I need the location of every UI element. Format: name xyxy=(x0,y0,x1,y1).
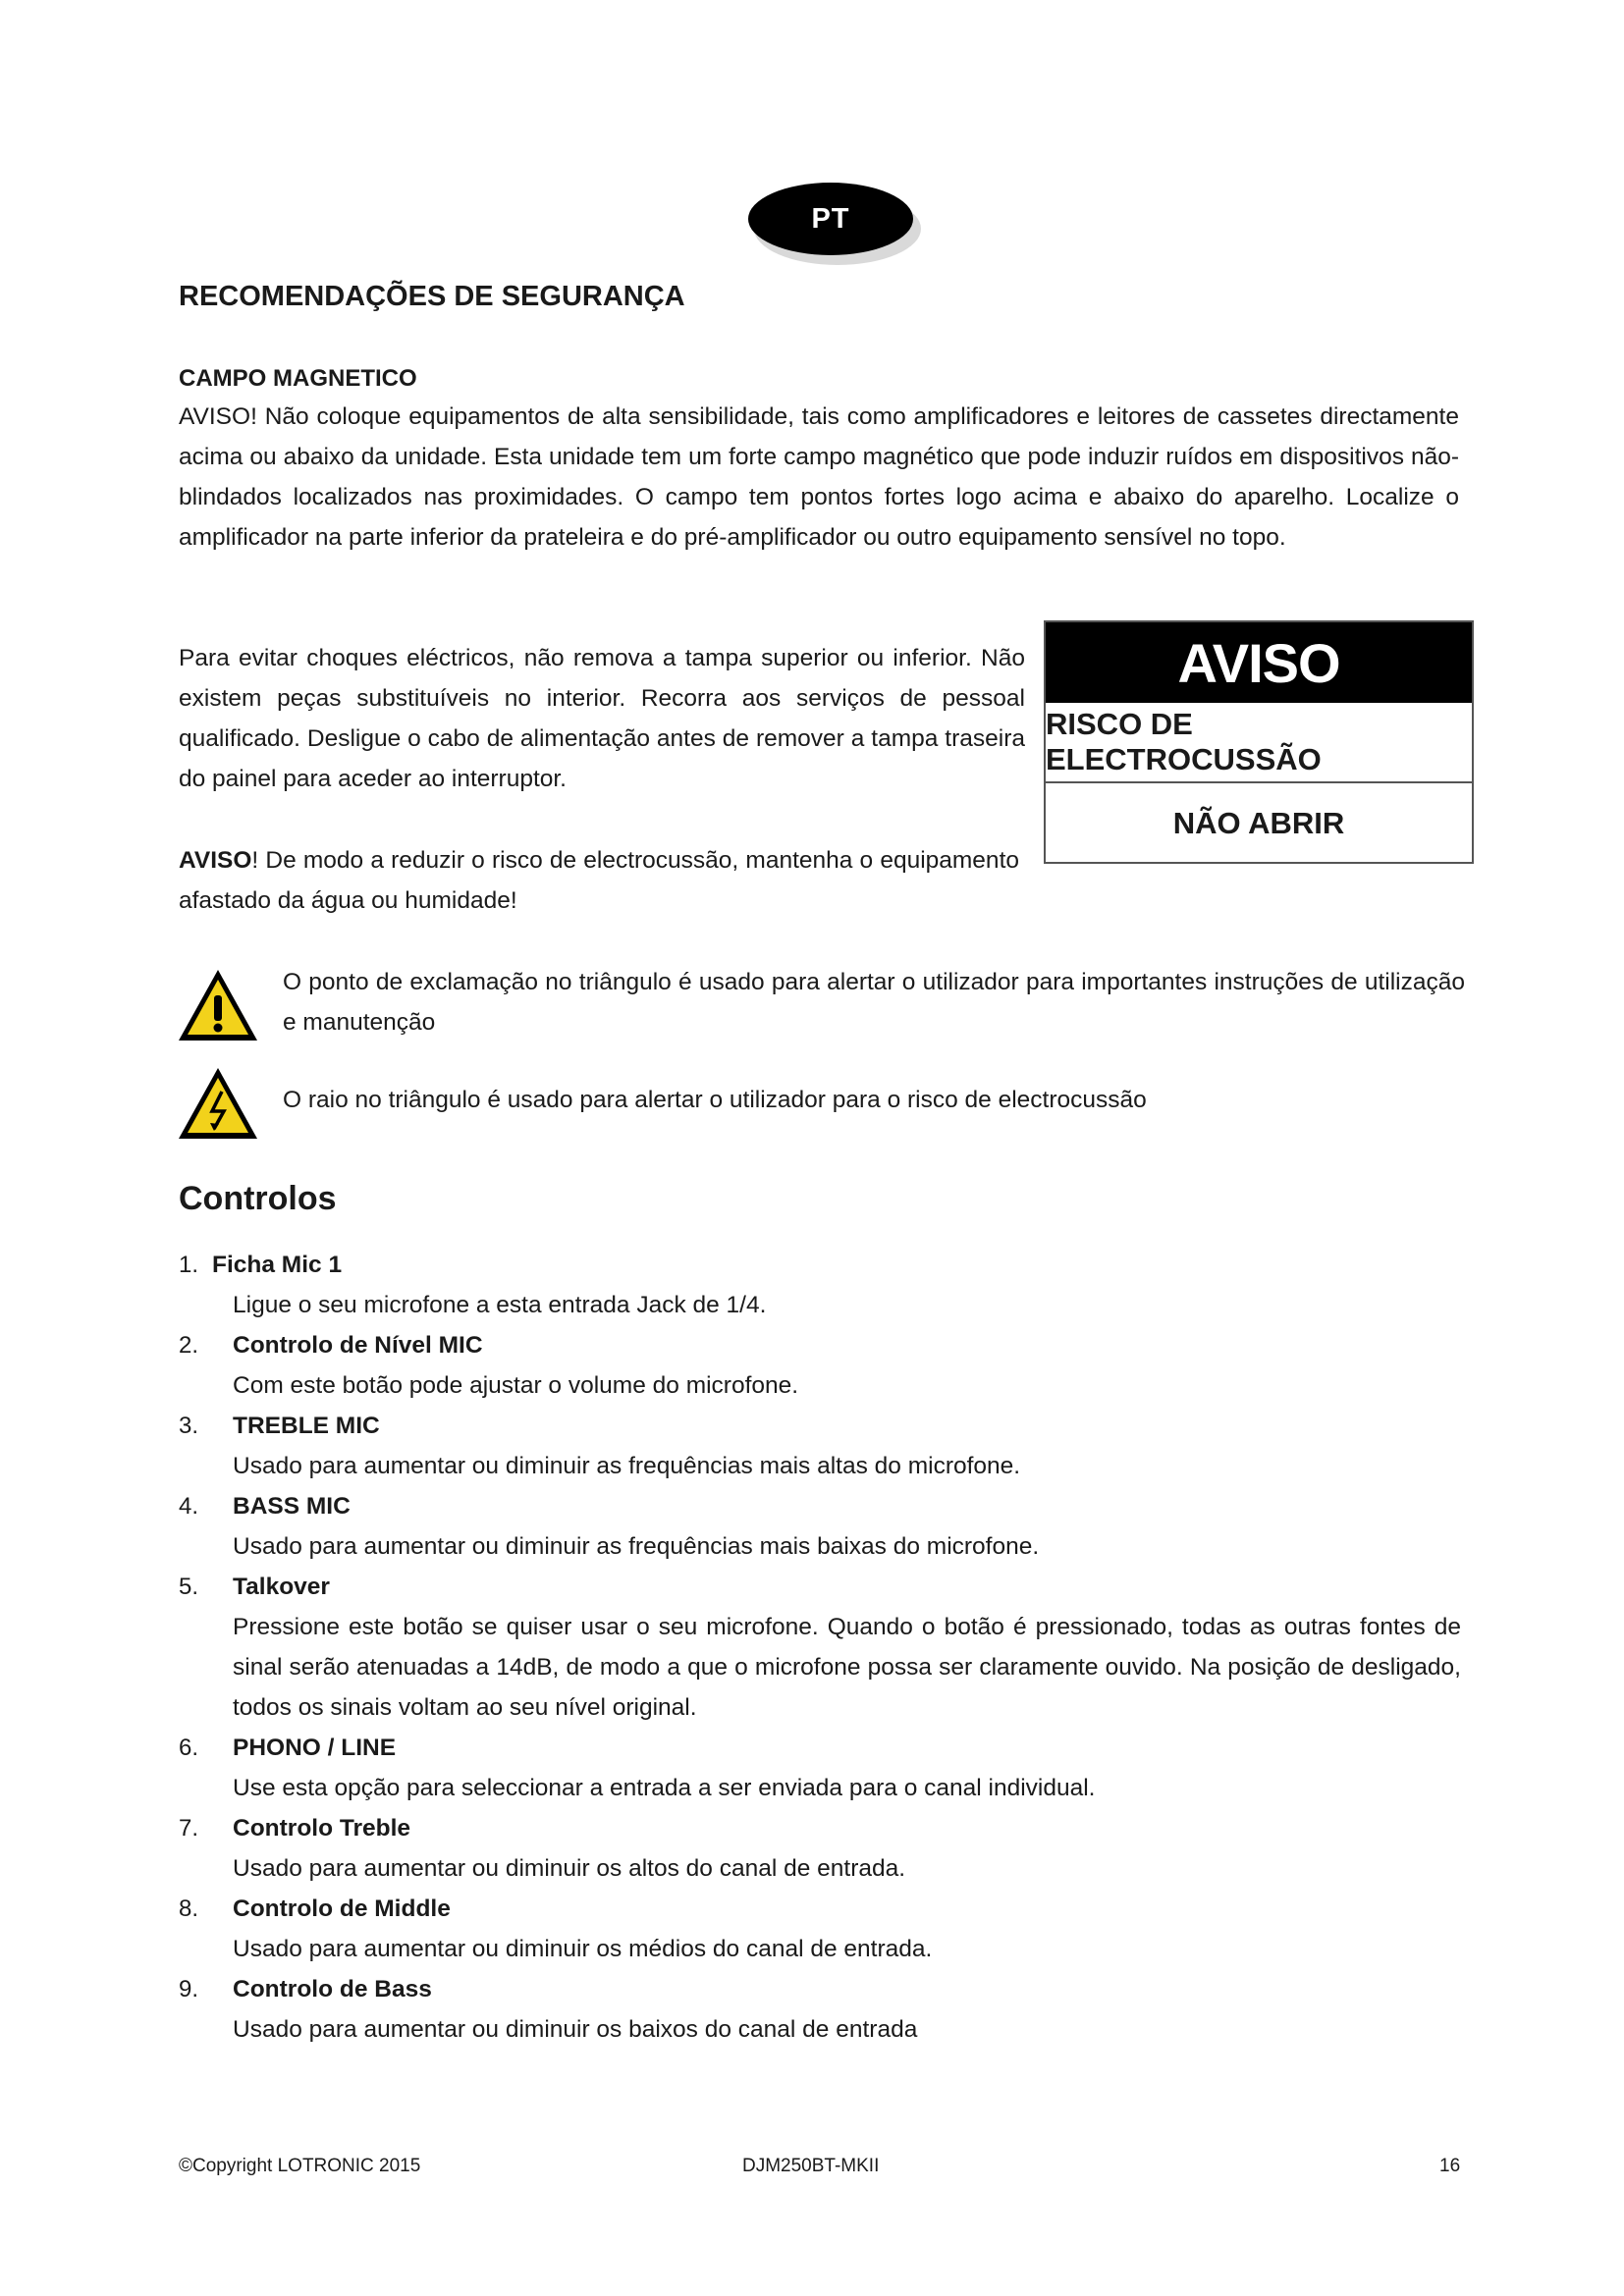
water-warning-label: AVISO xyxy=(179,847,252,874)
item-description: Usado para aumentar ou diminuir os médios do canal de entrada. xyxy=(233,1936,933,1962)
list-item xyxy=(179,1406,1461,1486)
item-title: Ficha Mic 1 xyxy=(212,1252,343,1278)
item-description: Ligue o seu microfone a esta entrada Jack de 1/4. xyxy=(233,1292,767,1318)
item-number: 6. xyxy=(179,1735,199,1761)
magnetic-heading: CAMPO MAGNETICO xyxy=(179,365,417,392)
item-description: Pressione este botão se quiser usar o seu microfone. Quando o botão é pressionado, todas as outras fontes de sinal serão atenuadas a 14dB, de modo a que o microfone possa ser claramente ouvido. Na posição de desligado, todos os sinais voltam ao seu nível original. xyxy=(233,1614,1461,1721)
language-badge xyxy=(748,183,923,269)
lightning-triangle-icon xyxy=(177,1066,259,1141)
warning-box-line2: NÃO ABRIR xyxy=(1172,806,1345,840)
item-description: Usado para aumentar ou diminuir as frequências mais altas do microfone. xyxy=(233,1453,1021,1479)
item-title: Controlo de Middle xyxy=(233,1896,451,1922)
magnetic-paragraph: AVISO! Não coloque equipamentos de alta sensibilidade, tais como amplificadores e leitores de cassetes directamente acima ou abaixo da unidade. Esta unidade tem um forte campo magnético que pode induzir ruídos em dispositivos não-blindados localizados nas proximidades. O campo tem pontos fortes logo acima e abaixo do aparelho. Localize o amplificador na parte inferior da prateleira e do pré-amplificador ou outro equipamento sensível no topo. xyxy=(179,403,1459,551)
shock-paragraph: Para evitar choques eléctricos, não remova a tampa superior ou inferior. Não existem peças substituíveis no interior. Recorra aos serviços de pessoal qualificado. Desligue o cabo de alimentação antes de remover a tampa traseira do painel para aceder ao interruptor. xyxy=(179,645,1025,792)
list-item xyxy=(179,1325,1461,1406)
list-item xyxy=(179,1889,1461,1969)
item-title: Controlo de Nível MIC xyxy=(233,1332,483,1359)
list-item xyxy=(179,1486,1461,1567)
item-number: 4. xyxy=(179,1493,199,1520)
warning-box-line1: RISCO DE ELECTROCUSSÃO xyxy=(1046,703,1472,783)
footer-page-number: 16 xyxy=(1439,2156,1461,2176)
item-number: 8. xyxy=(179,1896,199,1922)
footer-copyright: ©Copyright LOTRONIC 2015 xyxy=(179,2156,421,2176)
item-description: Usado para aumentar ou diminuir os baixos do canal de entrada xyxy=(233,2016,918,2043)
exclamation-triangle-icon xyxy=(177,968,259,1042)
controls-heading: Controlos xyxy=(179,1180,337,1217)
item-number: 9. xyxy=(179,1976,199,2002)
item-number: 5. xyxy=(179,1574,199,1600)
list-item xyxy=(179,1808,1461,1889)
electrocution-warning-box xyxy=(1044,620,1474,864)
water-warning-text: ! De modo a reduzir o risco de electrocussão, mantenha o equipamento afastado da água ou humidade! xyxy=(179,847,1019,914)
item-title: Controlo Treble xyxy=(233,1815,411,1842)
item-title: Controlo de Bass xyxy=(233,1976,432,2002)
item-title: BASS MIC xyxy=(233,1493,351,1520)
water-warning-paragraph xyxy=(179,840,1019,921)
item-number: 7. xyxy=(179,1815,199,1842)
item-description: Usado para aumentar ou diminuir as frequências mais baixas do microfone. xyxy=(233,1533,1040,1560)
item-number: 3. xyxy=(179,1413,199,1439)
item-number: 2. xyxy=(179,1332,199,1359)
list-item xyxy=(179,1728,1461,1808)
footer-model: DJM250BT-MKII xyxy=(742,2156,880,2176)
lightning-symbol-text: O raio no triângulo é usado para alertar o utilizador para o risco de electrocussão xyxy=(283,1087,1147,1113)
controls-list xyxy=(179,1245,1461,2050)
exclamation-symbol-text: O ponto de exclamação no triângulo é usado para alertar o utilizador para importantes instruções de utilização e manutenção xyxy=(283,969,1465,1036)
list-item xyxy=(179,1969,1461,2050)
item-description: Usado para aumentar ou diminuir os altos do canal de entrada. xyxy=(233,1855,906,1882)
item-description: Com este botão pode ajustar o volume do microfone. xyxy=(233,1372,799,1399)
list-item xyxy=(179,1245,1461,1325)
section-title: RECOMENDAÇÕES DE SEGURANÇA xyxy=(179,281,685,312)
language-badge-label: PT xyxy=(748,183,913,255)
item-title: Talkover xyxy=(233,1574,330,1600)
list-item xyxy=(179,1567,1461,1728)
item-number: 1. xyxy=(179,1252,199,1278)
item-description: Use esta opção para seleccionar a entrada a ser enviada para o canal individual. xyxy=(233,1775,1096,1801)
item-title: TREBLE MIC xyxy=(233,1413,380,1439)
item-title: PHONO / LINE xyxy=(233,1735,397,1761)
warning-box-title: AVISO xyxy=(1046,622,1472,703)
